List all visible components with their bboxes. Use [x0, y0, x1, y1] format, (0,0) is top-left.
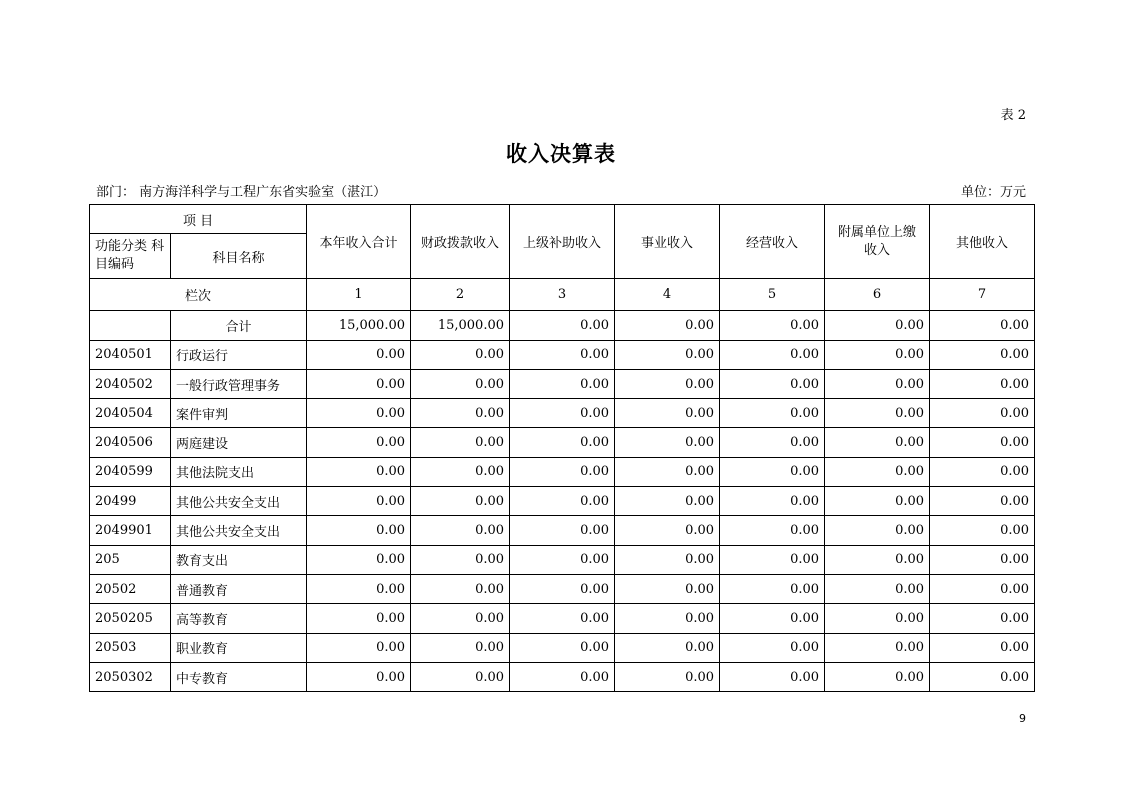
row-value: 0.00	[930, 574, 1035, 603]
total-value: 0.00	[510, 311, 615, 340]
row-value: 0.00	[307, 428, 411, 457]
row-value: 0.00	[825, 340, 930, 369]
total-value: 0.00	[615, 311, 720, 340]
header-row-1	[90, 205, 1035, 234]
row-value: 0.00	[825, 574, 930, 603]
row-value: 0.00	[510, 633, 615, 662]
header-col: 其他收入	[930, 205, 1035, 279]
row-value: 0.00	[615, 662, 720, 691]
column-number-row	[90, 279, 1035, 311]
row-value: 0.00	[510, 516, 615, 545]
row-value: 0.00	[720, 428, 825, 457]
row-value: 0.00	[930, 340, 1035, 369]
col-number: 4	[615, 279, 720, 311]
header-col: 附属单位上缴 收入	[825, 205, 930, 279]
total-label: 合计	[171, 311, 307, 340]
header-item: 项 目	[90, 205, 307, 234]
row-value: 0.00	[307, 545, 411, 574]
total-row	[90, 311, 1035, 340]
row-value: 0.00	[411, 487, 510, 516]
department-label: 部门： 南方海洋科学与工程广东省实验室（湛江）	[96, 185, 387, 200]
row-value: 0.00	[720, 633, 825, 662]
col-number: 7	[930, 279, 1035, 311]
row-value: 0.00	[307, 487, 411, 516]
col-number: 3	[510, 279, 615, 311]
row-value: 0.00	[825, 545, 930, 574]
row-value: 0.00	[510, 487, 615, 516]
row-code: 2040599	[90, 457, 171, 486]
row-value: 0.00	[825, 399, 930, 428]
row-value: 0.00	[307, 574, 411, 603]
row-value: 0.00	[307, 340, 411, 369]
total-value: 15,000.00	[411, 311, 510, 340]
row-value: 0.00	[411, 399, 510, 428]
col-number: 1	[307, 279, 411, 311]
row-name: 行政运行	[171, 340, 307, 369]
row-value: 0.00	[825, 633, 930, 662]
table-row	[90, 340, 1035, 369]
col-number: 2	[411, 279, 510, 311]
page-title: 收入决算表	[506, 141, 616, 166]
row-name: 教育支出	[171, 545, 307, 574]
row-value: 0.00	[411, 457, 510, 486]
row-value: 0.00	[411, 604, 510, 633]
row-value: 0.00	[307, 662, 411, 691]
row-value: 0.00	[720, 399, 825, 428]
income-statement-table	[89, 204, 1035, 692]
row-value: 0.00	[411, 340, 510, 369]
row-value: 0.00	[615, 428, 720, 457]
row-code: 2050302	[90, 662, 171, 691]
unit-label: 单位：万元	[960, 185, 1026, 200]
row-value: 0.00	[930, 428, 1035, 457]
table-row	[90, 399, 1035, 428]
header-col: 上级补助收入	[510, 205, 615, 279]
row-name: 中专教育	[171, 662, 307, 691]
row-value: 0.00	[615, 487, 720, 516]
row-value: 0.00	[510, 604, 615, 633]
row-code: 2040504	[90, 399, 171, 428]
row-value: 0.00	[510, 457, 615, 486]
row-value: 0.00	[615, 340, 720, 369]
table-row	[90, 574, 1035, 603]
row-value: 0.00	[307, 369, 411, 398]
row-name: 两庭建设	[171, 428, 307, 457]
row-value: 0.00	[510, 428, 615, 457]
row-value: 0.00	[720, 487, 825, 516]
row-name: 高等教育	[171, 604, 307, 633]
row-value: 0.00	[615, 369, 720, 398]
row-value: 0.00	[930, 369, 1035, 398]
row-code: 2050205	[90, 604, 171, 633]
row-value: 0.00	[411, 428, 510, 457]
header-col: 经营收入	[720, 205, 825, 279]
row-code: 2040502	[90, 369, 171, 398]
row-value: 0.00	[510, 545, 615, 574]
row-value: 0.00	[307, 604, 411, 633]
row-code: 2049901	[90, 516, 171, 545]
row-value: 0.00	[307, 457, 411, 486]
row-value: 0.00	[307, 516, 411, 545]
header-col: 本年收入合计	[307, 205, 411, 279]
col-number: 6	[825, 279, 930, 311]
row-code: 2040501	[90, 340, 171, 369]
table-row	[90, 545, 1035, 574]
row-name: 其他法院支出	[171, 457, 307, 486]
row-value: 0.00	[615, 457, 720, 486]
row-value: 0.00	[615, 545, 720, 574]
row-code: 20503	[90, 633, 171, 662]
row-label: 栏次	[90, 279, 307, 311]
row-name: 普通教育	[171, 574, 307, 603]
table-row	[90, 662, 1035, 691]
row-value: 0.00	[411, 633, 510, 662]
row-value: 0.00	[720, 340, 825, 369]
row-value: 0.00	[411, 574, 510, 603]
row-name: 职业教育	[171, 633, 307, 662]
total-value: 0.00	[825, 311, 930, 340]
row-value: 0.00	[510, 369, 615, 398]
row-value: 0.00	[930, 399, 1035, 428]
row-value: 0.00	[307, 399, 411, 428]
row-name: 一般行政管理事务	[171, 369, 307, 398]
row-value: 0.00	[411, 662, 510, 691]
row-value: 0.00	[510, 340, 615, 369]
table-row	[90, 487, 1035, 516]
total-value: 0.00	[930, 311, 1035, 340]
row-value: 0.00	[720, 369, 825, 398]
row-value: 0.00	[307, 633, 411, 662]
row-value: 0.00	[825, 369, 930, 398]
table-row	[90, 633, 1035, 662]
row-value: 0.00	[930, 545, 1035, 574]
row-value: 0.00	[615, 399, 720, 428]
table-row	[90, 516, 1035, 545]
row-value: 0.00	[930, 604, 1035, 633]
row-value: 0.00	[615, 516, 720, 545]
row-value: 0.00	[510, 662, 615, 691]
row-value: 0.00	[720, 574, 825, 603]
row-value: 0.00	[510, 399, 615, 428]
table-number: 表 2	[1000, 108, 1026, 123]
row-value: 0.00	[825, 604, 930, 633]
row-value: 0.00	[930, 633, 1035, 662]
table-row	[90, 369, 1035, 398]
row-code: 2040506	[90, 428, 171, 457]
row-value: 0.00	[720, 662, 825, 691]
row-name: 其他公共安全支出	[171, 487, 307, 516]
row-name: 其他公共安全支出	[171, 516, 307, 545]
row-value: 0.00	[411, 545, 510, 574]
row-value: 0.00	[930, 662, 1035, 691]
row-value: 0.00	[825, 487, 930, 516]
header-col: 财政拨款收入	[411, 205, 510, 279]
page-number: 9	[1019, 712, 1026, 725]
row-value: 0.00	[930, 516, 1035, 545]
header-name: 科目名称	[171, 234, 307, 279]
row-value: 0.00	[825, 428, 930, 457]
row-value: 0.00	[720, 545, 825, 574]
table-row	[90, 604, 1035, 633]
row-value: 0.00	[510, 574, 615, 603]
total-value: 0.00	[720, 311, 825, 340]
row-value: 0.00	[720, 604, 825, 633]
row-value: 0.00	[825, 662, 930, 691]
row-value: 0.00	[615, 574, 720, 603]
row-value: 0.00	[615, 604, 720, 633]
table-row	[90, 457, 1035, 486]
row-value: 0.00	[411, 516, 510, 545]
row-value: 0.00	[825, 457, 930, 486]
row-code: 20499	[90, 487, 171, 516]
table-row	[90, 428, 1035, 457]
row-value: 0.00	[720, 516, 825, 545]
col-number: 5	[720, 279, 825, 311]
row-name: 案件审判	[171, 399, 307, 428]
row-value: 0.00	[615, 633, 720, 662]
row-code: 20502	[90, 574, 171, 603]
row-value: 0.00	[720, 457, 825, 486]
row-code: 205	[90, 545, 171, 574]
row-value: 0.00	[930, 487, 1035, 516]
header-code: 功能分类 科目编码	[90, 234, 171, 279]
row-value: 0.00	[411, 369, 510, 398]
header-col: 事业收入	[615, 205, 720, 279]
total-value: 15,000.00	[307, 311, 411, 340]
total-code	[90, 311, 171, 340]
row-value: 0.00	[825, 516, 930, 545]
row-value: 0.00	[930, 457, 1035, 486]
